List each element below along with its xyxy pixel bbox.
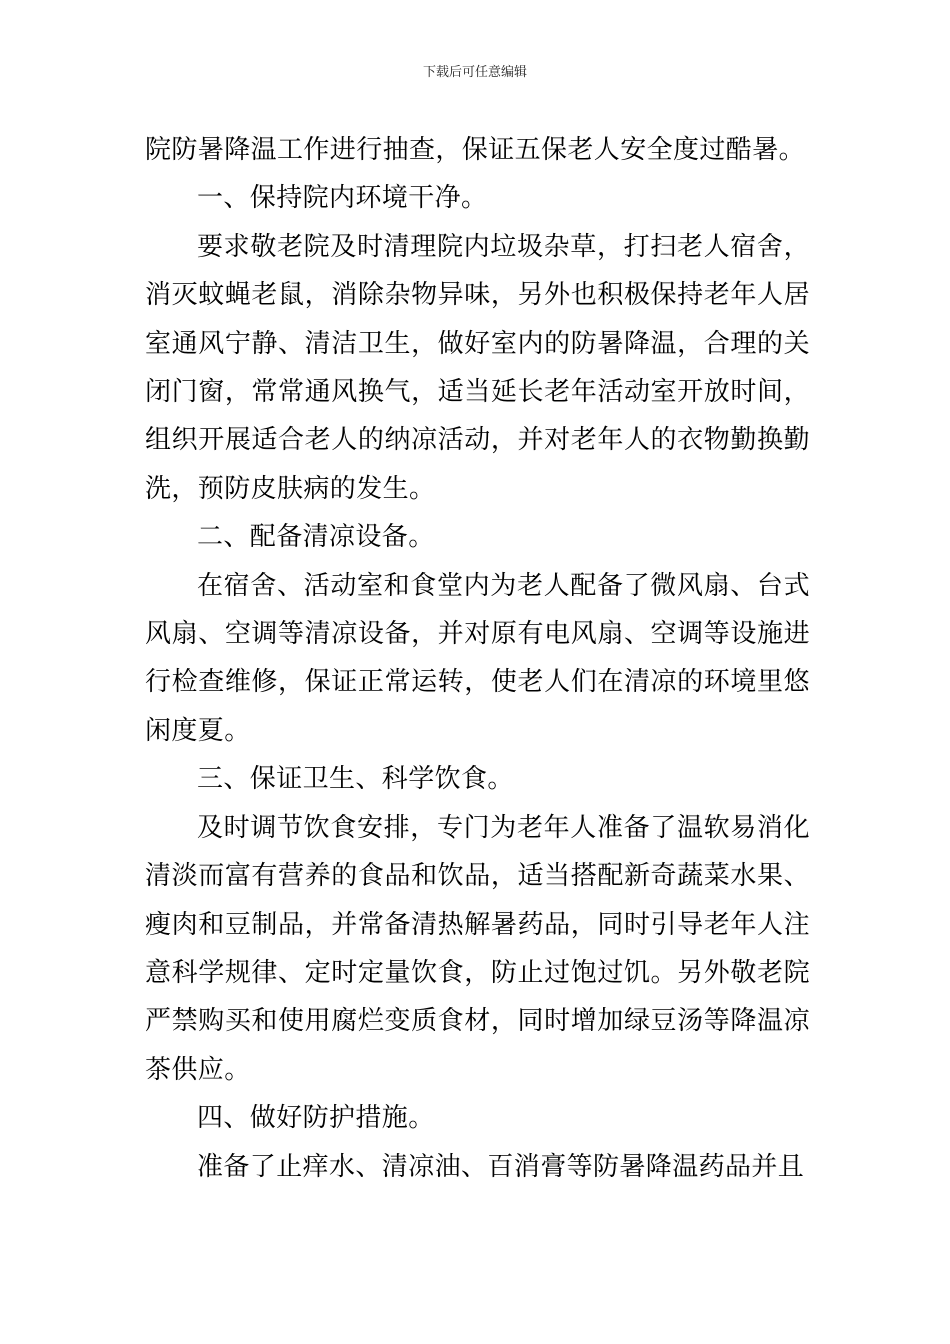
section-heading-4: 四、做好防护措施。	[197, 1103, 435, 1134]
document-body	[145, 126, 810, 1191]
section-heading-3: 三、保证卫生、科学饮食。	[197, 764, 514, 795]
paragraph-cooling-equipment: 在宿舍、活动室和食堂内为老人配备了微风扇、台式风扇、空调等清凉设备，并对原有电风扇、空调等设施进行检查维修，保证正常运转，使老人们在清凉的环境里悠闲度夏。	[145, 570, 810, 746]
section-heading-2: 二、配备清凉设备。	[197, 522, 435, 553]
section-heading-1: 一、保持院内环境干净。	[197, 183, 488, 214]
paragraph-diet: 及时调节饮食安排，专门为老年人准备了温软易消化清淡而富有营养的食品和饮品，适当搭配新奇蔬菜水果、瘦肉和豆制品，并常备清热解暑药品，同时引导老年人注意科学规律、定时定量饮食，防止过饱过饥。另外敬老院严禁购买和使用腐烂变质食材，同时增加绿豆汤等降温凉茶供应。	[145, 812, 810, 1085]
page-header-note: 下载后可任意编辑	[422, 65, 527, 80]
paragraph-continuation: 院防暑降温工作进行抽查，保证五保老人安全度过酷暑。	[145, 135, 806, 165]
paragraph-environment: 要求敬老院及时清理院内垃圾杂草，打扫老人宿舍，消灭蚊蝇老鼠，消除杂物异味，另外也积极保持老年人居室通风宁静、清洁卫生，做好室内的防暑降温，合理的关闭门窗，常常通风换气，适当延长老年活动室开放时间，组织开展适合老人的纳凉活动，并对老年人的衣物勤换勤洗，预防皮肤病的发生。	[145, 231, 810, 504]
paragraph-protection: 准备了止痒水、清凉油、百消膏等防暑降温药品并且	[197, 1151, 805, 1182]
